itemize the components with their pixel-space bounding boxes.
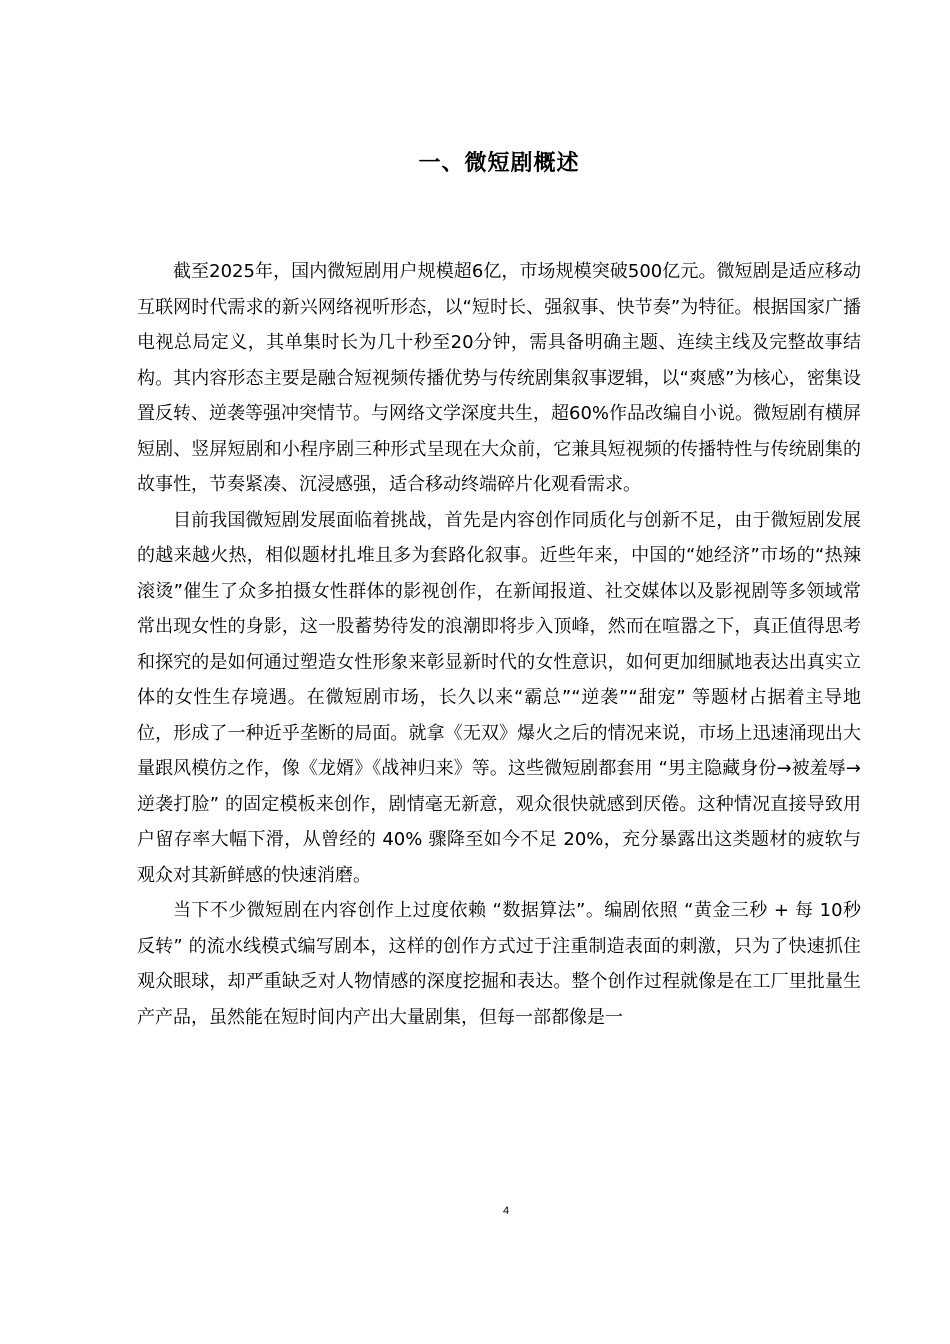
section-title: 一、微短剧概述 [418,151,580,176]
page-number: 4 [502,1205,510,1217]
paragraph-overview: 截至2025年，国内微短剧用户规模超6亿，市场规模突破500亿元。微短剧是适应移动互联网时代需求的新兴网络视听形态，以“短时长、强叙事、快节奏”为特征。根据国家广播电视总局定义，其单集时长为几十秒至20分钟，需具备明确主题、连续主线及完整故事结构。其内容形态主要是融合短视频传播优势与传统剧集叙事逻辑，以“爽感”为核心，密集设置反转、逆袭等强冲突情节。与网络文学深度共生，超60%作品改编自小说。微短剧有横屏短剧、竖屏短剧和小程序剧三种形式呈现在大众前，它兼具短视频的传播特性与传统剧集的故事性，节奏紧凑、沉浸感强，适合移动终端碎片化观看需求。 [137,261,862,495]
paragraph-algorithm: 当下不少微短剧在内容创作上过度依赖 “数据算法”。编剧依照 “黄金三秒 + 每 10秒反转” 的流水线模式编写剧本，这样的创作方式过于注重制造表面的刺激，只为了快速抓住观众眼球，却严重缺乏对人物情感的深度挖掘和表达。整个创作过程就像是在工厂里批量生产产品，虽然能在短时间内产出大量剧集，但每一部都像是一 [137,900,861,1028]
body-text [137,254,861,1035]
paragraph-challenges: 目前我国微短剧发展面临着挑战，首先是内容创作同质化与创新不足，由于微短剧发展的越来越火热，相似题材扎堆且多为套路化叙事。近些年来，中国的“她经济”市场的“热辣滚烫”催生了众多拍摄女性群体的影视创作，在新闻报道、社交媒体以及影视剧等多领域常常出现女性的身影，这一股蓄势待发的浪潮即将步入顶峰，然而在喧嚣之下，真正值得思考和探究的是如何通过塑造女性形象来彰显新时代的女性意识，如何更加细腻地表达出真实立体的女性生存境遇。在微短剧市场，长久以来“霸总”“逆袭”“甜宠” 等题材占据着主导地位，形成了一种近乎垄断的局面。就拿《无双》爆火之后的情况来说，市场上迅速涌现出大量跟风模仿之作，像《龙婿》《战神归来》等。这些微短剧都套用 “男主隐藏身份→被羞辱→逆袭打脸” 的固定模板来创作，剧情毫无新意，观众很快就感到厌倦。这种情况直接导致用户留存率大幅下滑，从曾经的 40% 骤降至如今不足 20%，充分暴露出这类题材的疲软与观众对其新鲜感的快速消磨。 [137,509,861,886]
